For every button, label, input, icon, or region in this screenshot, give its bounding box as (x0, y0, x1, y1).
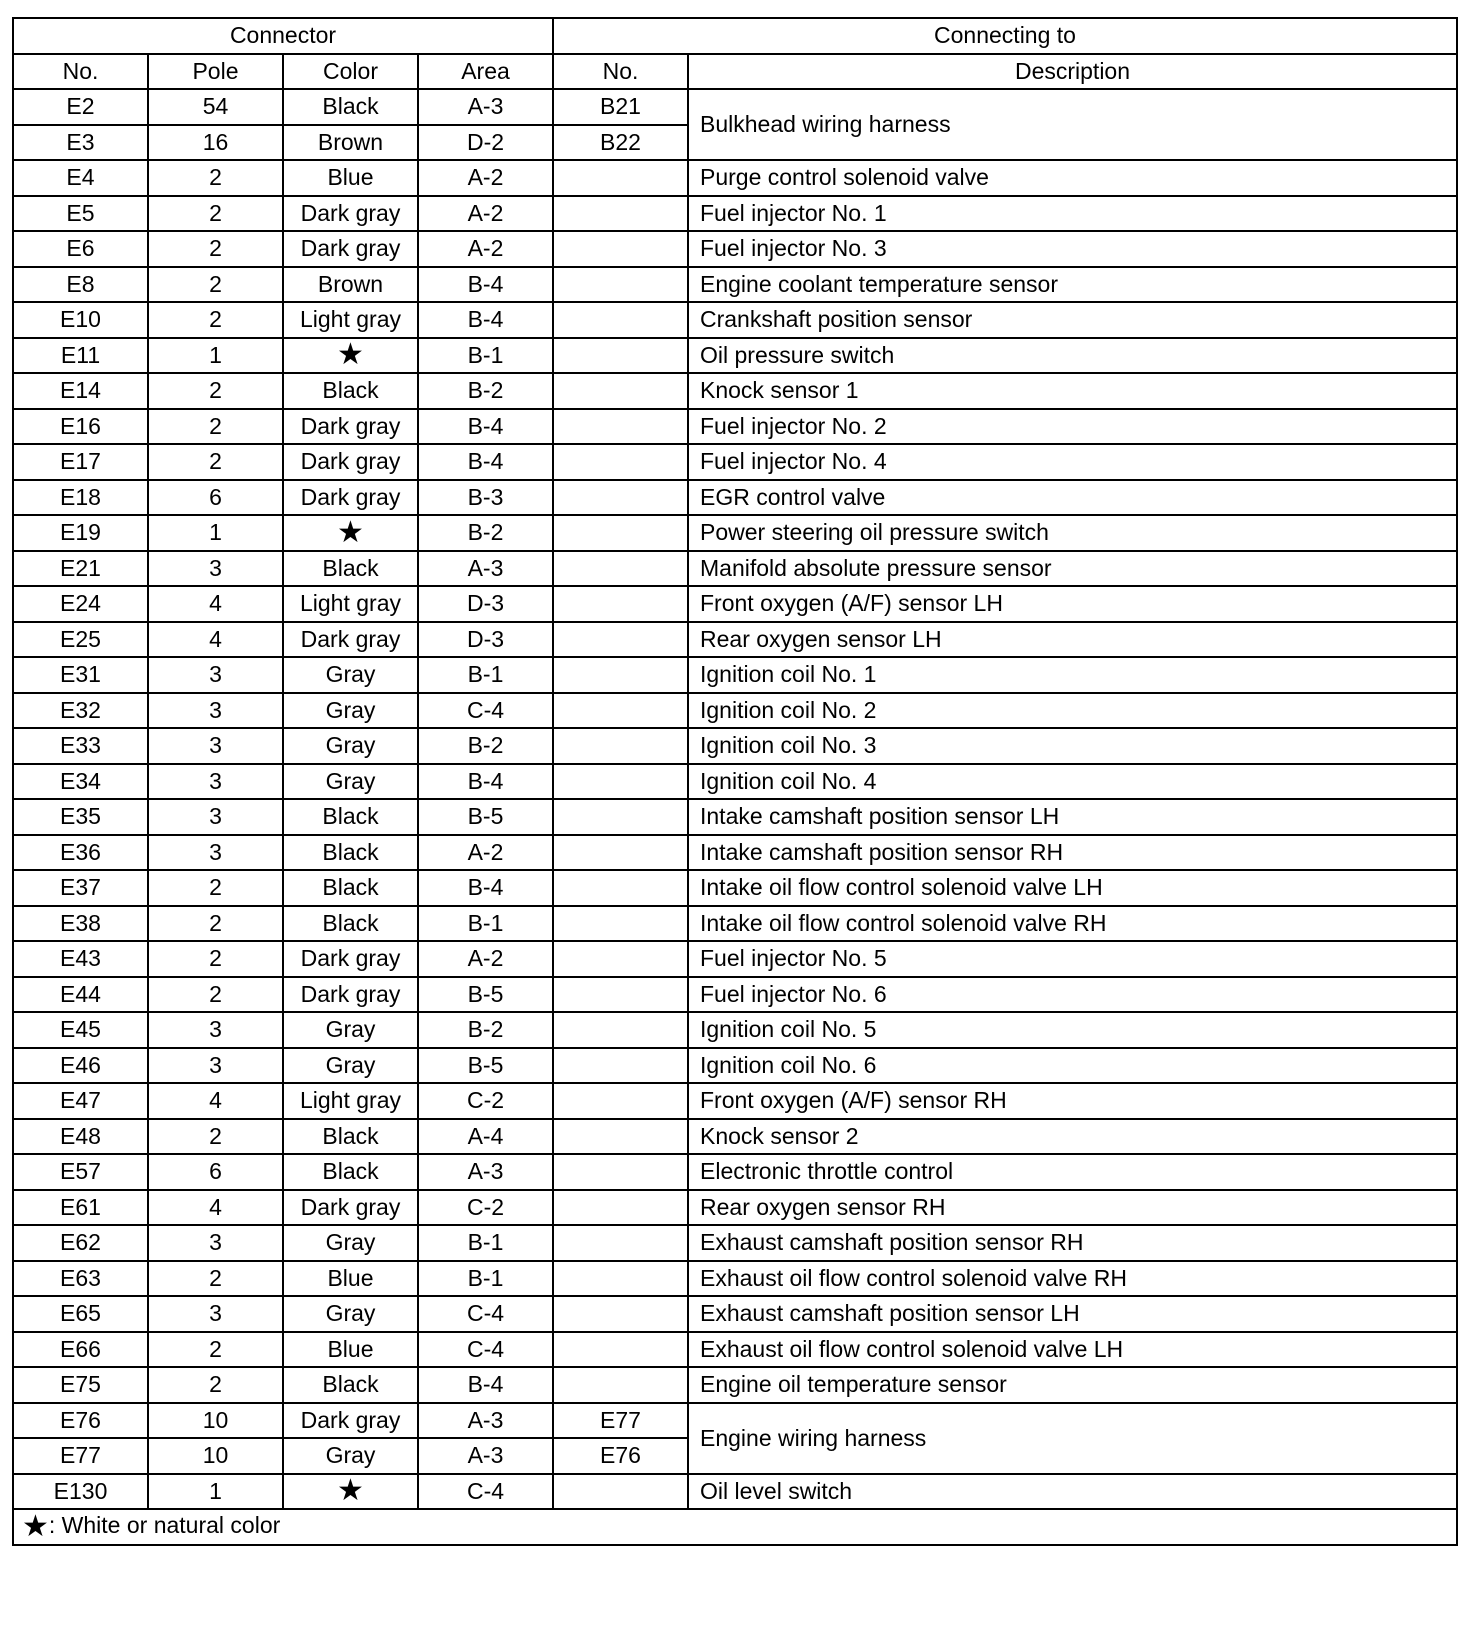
cell-description: Rear oxygen sensor RH (688, 1190, 1457, 1226)
cell-area: B-5 (418, 977, 553, 1013)
table-row (13, 1119, 1457, 1155)
table-row (13, 1261, 1457, 1297)
cell-area: B-1 (418, 657, 553, 693)
cell-conn-no (553, 1119, 688, 1155)
cell-conn-no (553, 267, 688, 303)
cell-conn-no (553, 231, 688, 267)
cell-no: E44 (13, 977, 148, 1013)
cell-no: E37 (13, 870, 148, 906)
table-row (13, 835, 1457, 871)
cell-area: A-3 (418, 1438, 553, 1474)
cell-conn-no (553, 764, 688, 800)
cell-description: Fuel injector No. 1 (688, 196, 1457, 232)
cell-color: Gray (283, 764, 418, 800)
table-row (13, 941, 1457, 977)
cell-no: E25 (13, 622, 148, 658)
cell-no: E63 (13, 1261, 148, 1297)
cell-pole: 16 (148, 125, 283, 161)
cell-color: Dark gray (283, 1190, 418, 1226)
cell-area: A-2 (418, 835, 553, 871)
cell-conn-no (553, 799, 688, 835)
cell-description: Crankshaft position sensor (688, 302, 1457, 338)
table-row (13, 1083, 1457, 1119)
cell-color: Gray (283, 657, 418, 693)
cell-area: B-1 (418, 1261, 553, 1297)
cell-color: Black (283, 1154, 418, 1190)
footnote-text: : White or natural color (48, 1511, 281, 1538)
cell-area: C-2 (418, 1190, 553, 1226)
cell-conn-no (553, 1154, 688, 1190)
cell-area: B-2 (418, 728, 553, 764)
cell-conn-no (553, 1190, 688, 1226)
cell-no: E21 (13, 551, 148, 587)
cell-description: Intake camshaft position sensor LH (688, 799, 1457, 835)
cell-color: Black (283, 89, 418, 125)
table-row (13, 693, 1457, 729)
cell-area: B-5 (418, 1048, 553, 1084)
table-row (13, 89, 1457, 125)
cell-color: Blue (283, 1261, 418, 1297)
cell-color: Light gray (283, 1083, 418, 1119)
cell-pole: 6 (148, 480, 283, 516)
cell-pole: 3 (148, 551, 283, 587)
cell-pole: 2 (148, 231, 283, 267)
cell-no: E11 (13, 338, 148, 374)
cell-area: B-4 (418, 764, 553, 800)
cell-conn-no (553, 1225, 688, 1261)
cell-pole: 2 (148, 160, 283, 196)
cell-description: Intake oil flow control solenoid valve LH (688, 870, 1457, 906)
cell-description: Intake oil flow control solenoid valve RH (688, 906, 1457, 942)
table-row (13, 622, 1457, 658)
cell-no: E76 (13, 1403, 148, 1439)
cell-pole: 2 (148, 373, 283, 409)
cell-color: Dark gray (283, 941, 418, 977)
cell-conn-no (553, 302, 688, 338)
cell-pole: 3 (148, 1225, 283, 1261)
header-conn-no: No. (553, 54, 688, 90)
cell-pole: 2 (148, 1261, 283, 1297)
header-connector: Connector (13, 18, 553, 54)
cell-conn-no (553, 870, 688, 906)
cell-pole: 2 (148, 1332, 283, 1368)
cell-description: Ignition coil No. 5 (688, 1012, 1457, 1048)
cell-description: Oil level switch (688, 1474, 1457, 1510)
cell-no: E6 (13, 231, 148, 267)
cell-area: B-4 (418, 444, 553, 480)
cell-conn-no (553, 728, 688, 764)
cell-description: Fuel injector No. 2 (688, 409, 1457, 445)
cell-no: E17 (13, 444, 148, 480)
cell-pole: 2 (148, 267, 283, 303)
cell-pole: 10 (148, 1438, 283, 1474)
table-row (13, 231, 1457, 267)
cell-no: E130 (13, 1474, 148, 1510)
cell-no: E47 (13, 1083, 148, 1119)
cell-conn-no (553, 1474, 688, 1510)
cell-pole: 3 (148, 1048, 283, 1084)
cell-area: C-4 (418, 1474, 553, 1510)
cell-description: Ignition coil No. 4 (688, 764, 1457, 800)
cell-no: E10 (13, 302, 148, 338)
table-row (13, 480, 1457, 516)
table-row (13, 1012, 1457, 1048)
cell-description: Intake camshaft position sensor RH (688, 835, 1457, 871)
cell-color: Gray (283, 1048, 418, 1084)
cell-pole: 4 (148, 1190, 283, 1226)
white-natural-star-icon: ★ (283, 1474, 418, 1510)
table-row (13, 1296, 1457, 1332)
cell-no: E16 (13, 409, 148, 445)
header-pole: Pole (148, 54, 283, 90)
cell-area: B-4 (418, 870, 553, 906)
table-row (13, 977, 1457, 1013)
cell-conn-no (553, 1332, 688, 1368)
cell-conn-no (553, 551, 688, 587)
footnote-row (13, 1509, 1457, 1545)
cell-description: Electronic throttle control (688, 1154, 1457, 1190)
table-row (13, 728, 1457, 764)
connector-table (12, 17, 1458, 1546)
cell-pole: 3 (148, 1296, 283, 1332)
cell-area: C-4 (418, 1332, 553, 1368)
cell-area: B-2 (418, 1012, 553, 1048)
cell-color: Brown (283, 125, 418, 161)
cell-area: A-3 (418, 1403, 553, 1439)
cell-color: Gray (283, 728, 418, 764)
cell-description: Fuel injector No. 6 (688, 977, 1457, 1013)
cell-description: Ignition coil No. 1 (688, 657, 1457, 693)
cell-pole: 2 (148, 196, 283, 232)
cell-color: Brown (283, 267, 418, 303)
cell-no: E2 (13, 89, 148, 125)
cell-color: Black (283, 835, 418, 871)
cell-area: B-2 (418, 373, 553, 409)
cell-area: B-4 (418, 1367, 553, 1403)
cell-description: Purge control solenoid valve (688, 160, 1457, 196)
cell-conn-no (553, 1261, 688, 1297)
table-row (13, 1474, 1457, 1510)
cell-conn-no (553, 977, 688, 1013)
cell-area: A-2 (418, 231, 553, 267)
cell-area: D-3 (418, 586, 553, 622)
cell-no: E61 (13, 1190, 148, 1226)
cell-pole: 4 (148, 1083, 283, 1119)
cell-no: E46 (13, 1048, 148, 1084)
cell-color: Gray (283, 1012, 418, 1048)
cell-no: E62 (13, 1225, 148, 1261)
cell-area: B-5 (418, 799, 553, 835)
cell-conn-no (553, 1048, 688, 1084)
cell-pole: 54 (148, 89, 283, 125)
cell-description: Front oxygen (A/F) sensor RH (688, 1083, 1457, 1119)
cell-area: B-4 (418, 302, 553, 338)
cell-description: Exhaust camshaft position sensor RH (688, 1225, 1457, 1261)
cell-pole: 2 (148, 870, 283, 906)
cell-no: E33 (13, 728, 148, 764)
cell-no: E14 (13, 373, 148, 409)
cell-area: C-4 (418, 693, 553, 729)
cell-color: Dark gray (283, 977, 418, 1013)
header-connecting-to: Connecting to (553, 18, 1457, 54)
cell-conn-no (553, 1083, 688, 1119)
cell-area: A-3 (418, 1154, 553, 1190)
white-natural-star-icon: ★ (283, 338, 418, 374)
cell-conn-no (553, 160, 688, 196)
cell-pole: 2 (148, 977, 283, 1013)
cell-description: Ignition coil No. 3 (688, 728, 1457, 764)
white-natural-star-icon: ★ (283, 515, 418, 551)
cell-color: Blue (283, 160, 418, 196)
cell-conn-no (553, 373, 688, 409)
table-row (13, 657, 1457, 693)
header-area: Area (418, 54, 553, 90)
table-row (13, 373, 1457, 409)
cell-description: Ignition coil No. 6 (688, 1048, 1457, 1084)
cell-pole: 2 (148, 444, 283, 480)
cell-description: Exhaust camshaft position sensor LH (688, 1296, 1457, 1332)
cell-area: C-2 (418, 1083, 553, 1119)
cell-pole: 3 (148, 764, 283, 800)
cell-no: E43 (13, 941, 148, 977)
cell-area: A-2 (418, 941, 553, 977)
cell-color: Black (283, 799, 418, 835)
cell-color: Black (283, 1367, 418, 1403)
cell-no: E66 (13, 1332, 148, 1368)
cell-color: Dark gray (283, 231, 418, 267)
cell-area: B-1 (418, 338, 553, 374)
cell-area: B-3 (418, 480, 553, 516)
cell-color: Light gray (283, 586, 418, 622)
cell-color: Blue (283, 1332, 418, 1368)
cell-description: Knock sensor 2 (688, 1119, 1457, 1155)
cell-conn-no (553, 409, 688, 445)
header-column-row (13, 54, 1457, 90)
table-body (13, 89, 1457, 1509)
table-row (13, 764, 1457, 800)
cell-pole: 2 (148, 1119, 283, 1155)
header-color: Color (283, 54, 418, 90)
cell-color: Black (283, 373, 418, 409)
table-row (13, 338, 1457, 374)
cell-pole: 3 (148, 728, 283, 764)
cell-pole: 4 (148, 586, 283, 622)
cell-pole: 1 (148, 1474, 283, 1510)
table-row (13, 799, 1457, 835)
table-row (13, 160, 1457, 196)
cell-pole: 2 (148, 906, 283, 942)
cell-description: Fuel injector No. 3 (688, 231, 1457, 267)
table-row (13, 906, 1457, 942)
cell-area: A-4 (418, 1119, 553, 1155)
cell-no: E77 (13, 1438, 148, 1474)
header-group-row (13, 18, 1457, 54)
cell-pole: 6 (148, 1154, 283, 1190)
cell-description: Rear oxygen sensor LH (688, 622, 1457, 658)
cell-no: E48 (13, 1119, 148, 1155)
table-row (13, 1403, 1457, 1439)
footnote (13, 1509, 1457, 1545)
cell-area: B-2 (418, 515, 553, 551)
cell-conn-no (553, 1012, 688, 1048)
footnote-star-icon: ★ (22, 1509, 49, 1543)
cell-conn-no (553, 941, 688, 977)
cell-color: Dark gray (283, 196, 418, 232)
cell-color: Dark gray (283, 444, 418, 480)
cell-area: B-1 (418, 1225, 553, 1261)
cell-conn-no (553, 515, 688, 551)
table-row (13, 444, 1457, 480)
cell-description: Power steering oil pressure switch (688, 515, 1457, 551)
cell-pole: 3 (148, 1012, 283, 1048)
table-row (13, 1367, 1457, 1403)
cell-conn-no (553, 1296, 688, 1332)
cell-no: E34 (13, 764, 148, 800)
cell-pole: 2 (148, 1367, 283, 1403)
cell-conn-no (553, 906, 688, 942)
cell-description: Exhaust oil flow control solenoid valve LH (688, 1332, 1457, 1368)
cell-color: Gray (283, 1438, 418, 1474)
table-row (13, 409, 1457, 445)
cell-area: B-1 (418, 906, 553, 942)
cell-no: E18 (13, 480, 148, 516)
cell-description: Manifold absolute pressure sensor (688, 551, 1457, 587)
cell-color: Black (283, 1119, 418, 1155)
cell-pole: 3 (148, 657, 283, 693)
table-row (13, 1332, 1457, 1368)
cell-area: A-2 (418, 196, 553, 232)
table-row (13, 1225, 1457, 1261)
cell-conn-no (553, 586, 688, 622)
cell-no: E75 (13, 1367, 148, 1403)
table-row (13, 267, 1457, 303)
cell-description: Fuel injector No. 5 (688, 941, 1457, 977)
cell-conn-no (553, 622, 688, 658)
cell-area: A-3 (418, 551, 553, 587)
cell-pole: 2 (148, 941, 283, 977)
cell-area: B-4 (418, 409, 553, 445)
cell-conn-no (553, 444, 688, 480)
cell-pole: 2 (148, 409, 283, 445)
cell-conn-no (553, 693, 688, 729)
cell-no: E35 (13, 799, 148, 835)
cell-area: B-4 (418, 267, 553, 303)
cell-conn-no (553, 657, 688, 693)
cell-no: E3 (13, 125, 148, 161)
cell-description: Exhaust oil flow control solenoid valve RH (688, 1261, 1457, 1297)
cell-color: Dark gray (283, 409, 418, 445)
table-row (13, 1048, 1457, 1084)
cell-pole: 3 (148, 799, 283, 835)
cell-no: E5 (13, 196, 148, 232)
cell-no: E31 (13, 657, 148, 693)
cell-no: E24 (13, 586, 148, 622)
cell-description: EGR control valve (688, 480, 1457, 516)
cell-color: Black (283, 551, 418, 587)
header-description: Description (688, 54, 1457, 90)
cell-conn-no (553, 338, 688, 374)
cell-description: Engine coolant temperature sensor (688, 267, 1457, 303)
cell-color: Gray (283, 1225, 418, 1261)
table-row (13, 515, 1457, 551)
cell-conn-no: E76 (553, 1438, 688, 1474)
cell-pole: 3 (148, 693, 283, 729)
header-no: No. (13, 54, 148, 90)
table-row (13, 586, 1457, 622)
table-row (13, 551, 1457, 587)
cell-color: Dark gray (283, 480, 418, 516)
cell-description: Bulkhead wiring harness (688, 89, 1457, 160)
cell-pole: 10 (148, 1403, 283, 1439)
cell-conn-no: E77 (553, 1403, 688, 1439)
cell-no: E57 (13, 1154, 148, 1190)
cell-pole: 2 (148, 302, 283, 338)
cell-no: E36 (13, 835, 148, 871)
cell-description: Engine oil temperature sensor (688, 1367, 1457, 1403)
cell-conn-no: B22 (553, 125, 688, 161)
cell-area: A-2 (418, 160, 553, 196)
table-row (13, 1190, 1457, 1226)
cell-description: Fuel injector No. 4 (688, 444, 1457, 480)
table-row (13, 1154, 1457, 1190)
cell-color: Dark gray (283, 1403, 418, 1439)
cell-description: Oil pressure switch (688, 338, 1457, 374)
table-row (13, 196, 1457, 232)
cell-no: E65 (13, 1296, 148, 1332)
cell-conn-no (553, 196, 688, 232)
cell-pole: 1 (148, 338, 283, 374)
cell-color: Gray (283, 1296, 418, 1332)
cell-color: Black (283, 870, 418, 906)
cell-description: Ignition coil No. 2 (688, 693, 1457, 729)
cell-description: Front oxygen (A/F) sensor LH (688, 586, 1457, 622)
cell-pole: 4 (148, 622, 283, 658)
table-row (13, 302, 1457, 338)
cell-conn-no (553, 480, 688, 516)
cell-no: E32 (13, 693, 148, 729)
cell-area: A-3 (418, 89, 553, 125)
cell-no: E8 (13, 267, 148, 303)
cell-no: E4 (13, 160, 148, 196)
cell-description: Knock sensor 1 (688, 373, 1457, 409)
cell-color: Dark gray (283, 622, 418, 658)
cell-no: E45 (13, 1012, 148, 1048)
cell-no: E38 (13, 906, 148, 942)
cell-color: Light gray (283, 302, 418, 338)
cell-area: C-4 (418, 1296, 553, 1332)
cell-no: E19 (13, 515, 148, 551)
cell-pole: 1 (148, 515, 283, 551)
cell-conn-no: B21 (553, 89, 688, 125)
cell-description: Engine wiring harness (688, 1403, 1457, 1474)
cell-color: Black (283, 906, 418, 942)
table-row (13, 870, 1457, 906)
cell-area: D-2 (418, 125, 553, 161)
cell-color: Gray (283, 693, 418, 729)
cell-pole: 3 (148, 835, 283, 871)
cell-area: D-3 (418, 622, 553, 658)
cell-conn-no (553, 1367, 688, 1403)
cell-conn-no (553, 835, 688, 871)
